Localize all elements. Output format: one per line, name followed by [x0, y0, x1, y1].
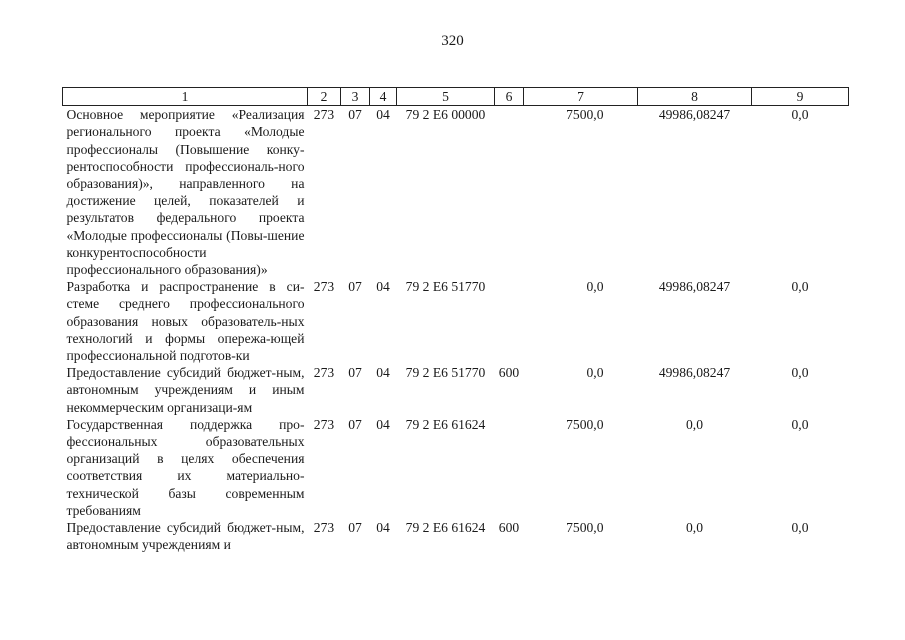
row-section: 07: [348, 520, 362, 536]
row-expense-type: 600: [498, 365, 520, 381]
header-col-6: 6: [495, 88, 524, 106]
row-expense-type: 600: [498, 520, 520, 536]
header-row: [63, 88, 849, 106]
table-row: [63, 278, 849, 364]
row-amount-col9: 0,0: [791, 416, 809, 432]
row-target-article: 79 2 E6 61624: [405, 520, 486, 536]
row-amount-col8: 0,0: [686, 416, 703, 432]
table-row: [63, 519, 849, 553]
row-admin-code: 273: [313, 416, 335, 432]
row-amount-col7: 0,0: [586, 279, 604, 295]
budget-table: [62, 87, 849, 553]
row-amount-col7: 7500,0: [566, 520, 604, 536]
row-admin-code: 273: [313, 107, 335, 123]
header-col-1: 1: [63, 88, 308, 106]
row-target-article: 79 2 E6 61624: [405, 416, 486, 432]
row-amount-col8: 0,0: [686, 520, 703, 536]
row-admin-code: 273: [313, 365, 335, 381]
row-amount-col9: 0,0: [791, 107, 809, 123]
row-expense-type: [495, 106, 524, 279]
row-amount-col8: 49986,08247: [658, 365, 731, 381]
row-section: 07: [348, 279, 362, 295]
row-amount-col7: 0,0: [586, 365, 604, 381]
row-amount-col9: 0,0: [791, 365, 809, 381]
row-target-article: 79 2 E6 00000: [405, 107, 486, 123]
header-col-8: 8: [638, 88, 752, 106]
row-description: Предоставление субсидий бюджет-ным, автономным учреждениям и: [66, 520, 305, 553]
header-col-4: 4: [370, 88, 397, 106]
table-row: [63, 106, 849, 279]
row-amount-col8: 49986,08247: [658, 107, 731, 123]
row-expense-type: [495, 416, 524, 519]
row-subsection: 04: [376, 279, 390, 295]
table-row: [63, 364, 849, 416]
table-header: [63, 88, 849, 106]
row-subsection: 04: [376, 520, 390, 536]
row-admin-code: 273: [313, 279, 335, 295]
row-subsection: 04: [376, 107, 390, 123]
row-description: Разработка и распространение в си-стеме среднего профессионального образования новых образователь-ных технологий и формы опережа-ющей профессиональной подготов-ки: [66, 279, 305, 364]
row-section: 07: [348, 107, 362, 123]
table-row: [63, 416, 849, 519]
row-expense-type: [495, 278, 524, 364]
page-number: 320: [441, 33, 464, 49]
row-section: 07: [348, 365, 362, 381]
row-subsection: 04: [376, 416, 390, 432]
row-section: 07: [348, 416, 362, 432]
row-subsection: 04: [376, 365, 390, 381]
row-description: Предоставление субсидий бюджет-ным, автономным учреждениям и иным некоммерческим организаци-ям: [66, 365, 305, 415]
row-amount-col7: 7500,0: [566, 107, 604, 123]
row-amount-col8: 49986,08247: [658, 279, 731, 295]
row-description: Государственная поддержка про-фессиональных образовательных организаций в целях обеспечения соответствия их материально-технической базы современным требованиям: [66, 416, 305, 518]
row-target-article: 79 2 E6 51770: [405, 365, 486, 381]
row-amount-col7: 7500,0: [566, 416, 604, 432]
header-col-7: 7: [524, 88, 638, 106]
row-target-article: 79 2 E6 51770: [405, 279, 486, 295]
row-amount-col9: 0,0: [791, 279, 809, 295]
row-admin-code: 273: [313, 520, 335, 536]
header-col-5: 5: [397, 88, 495, 106]
header-col-9: 9: [752, 88, 849, 106]
row-amount-col9: 0,0: [791, 520, 809, 536]
header-col-3: 3: [341, 88, 370, 106]
table-body: [63, 106, 849, 554]
row-description: Основное мероприятие «Реализация регионального проекта «Молодые профессионалы (Повышение конку-рентоспособности профессиональ-ного образования)», направленного на достижение целей, показателей и результатов федерального проекта «Молодые профессионалы (Повы-шение конкурентоспособности профессионального образования)»: [66, 107, 305, 278]
header-col-2: 2: [308, 88, 341, 106]
